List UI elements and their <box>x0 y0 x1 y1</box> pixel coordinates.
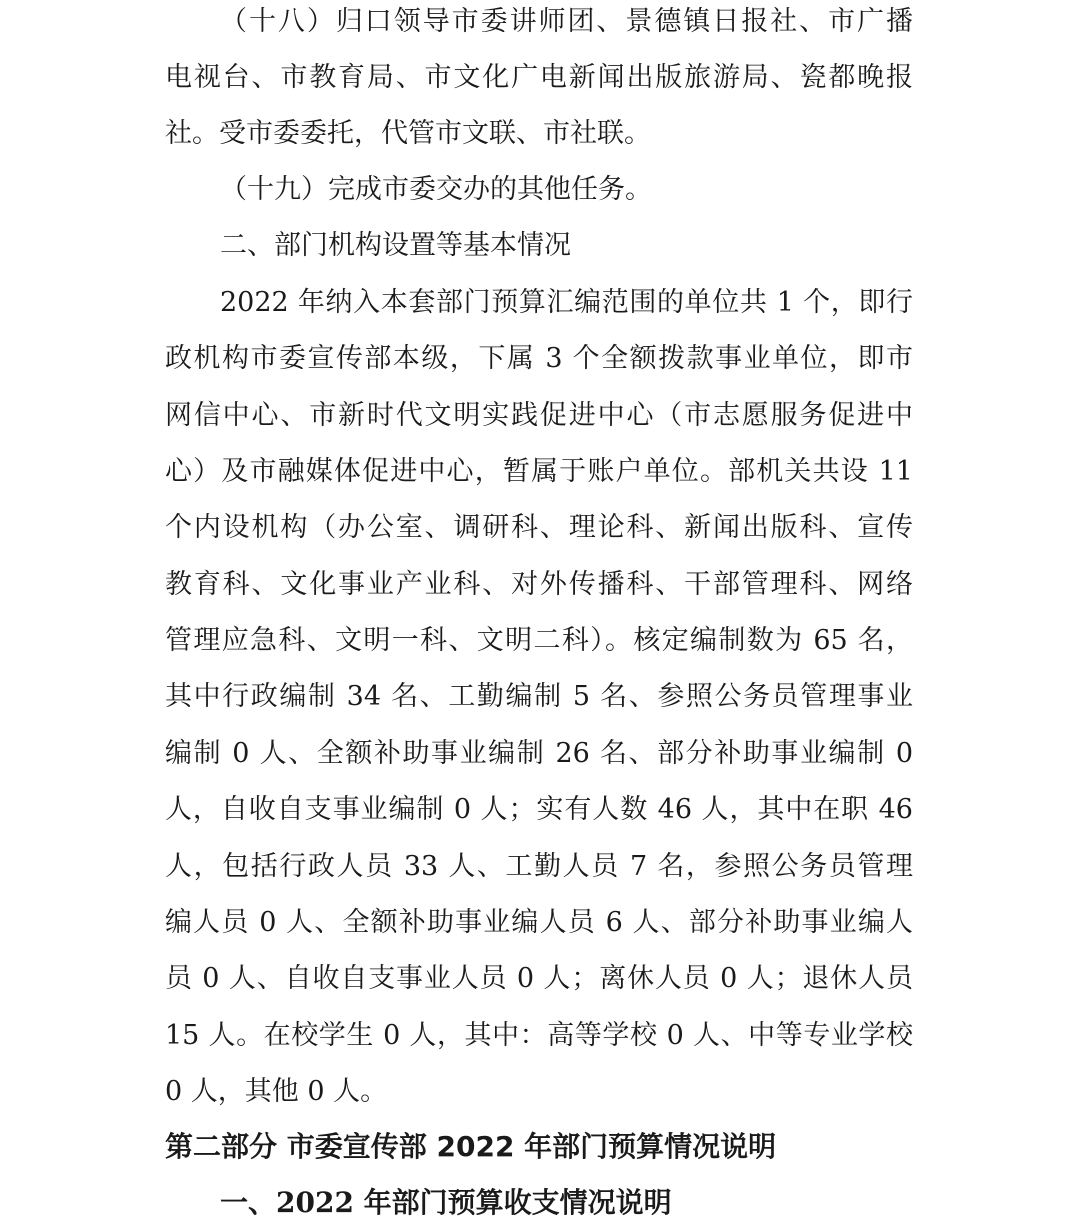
paragraph-line: 个内设机构（办公室、调研科、理论科、新闻出版科、宣传 <box>165 512 913 543</box>
section-heading: 一、2022 年部门预算收支情况说明 <box>220 1186 672 1219</box>
paragraph-line: 编人员 0 人、全额补助事业编人员 6 人、部分补助事业编人 <box>165 907 913 938</box>
paragraph-line: 社。受市委委托，代管市文联、市社联。 <box>165 118 651 149</box>
paragraph-line: 15 人。在校学生 0 人，其中：高等学校 0 人、中等专业学校 <box>165 1020 913 1051</box>
paragraph-line: 人，包括行政人员 33 人、工勤人员 7 名，参照公务员管理 <box>165 851 913 882</box>
paragraph-line: 政机构市委宣传部本级，下属 3 个全额拨款事业单位，即市 <box>165 343 913 374</box>
paragraph-line: 网信中心、市新时代文明实践促进中心（市志愿服务促进中 <box>165 400 913 431</box>
paragraph-line: 电视台、市教育局、市文化广电新闻出版旅游局、瓷都晚报 <box>165 62 913 93</box>
paragraph-line: 其中行政编制 34 名、工勤编制 5 名、参照公务员管理事业 <box>165 681 913 712</box>
paragraph-line: 编制 0 人、全额补助事业编制 26 名、部分补助事业编制 0 <box>165 738 913 769</box>
part-heading: 第二部分 市委宣传部 2022 年部门预算情况说明 <box>165 1130 777 1163</box>
paragraph-line: 员 0 人、自收自支事业人员 0 人；离休人员 0 人；退休人员 <box>165 963 913 994</box>
paragraph-line: 心）及市融媒体促进中心，暂属于账户单位。部机关共设 11 <box>165 456 913 487</box>
section-subheading: 二、部门机构设置等基本情况 <box>220 230 571 261</box>
paragraph-line: 管理应急科、文明一科、文明二科）。核定编制数为 65 名， <box>165 625 913 656</box>
paragraph-line: （十八）归口领导市委讲师团、景德镇日报社、市广播 <box>220 6 913 37</box>
paragraph-line: 0 人，其他 0 人。 <box>165 1076 388 1107</box>
paragraph-line: 人，自收自支事业编制 0 人；实有人数 46 人，其中在职 46 <box>165 794 913 825</box>
paragraph-line: （十九）完成市委交办的其他任务。 <box>220 174 652 205</box>
paragraph-line: 教育科、文化事业产业科、对外传播科、干部管理科、网络 <box>165 569 913 600</box>
paragraph-line: 2022 年纳入本套部门预算汇编范围的单位共 1 个，即行 <box>220 287 913 318</box>
